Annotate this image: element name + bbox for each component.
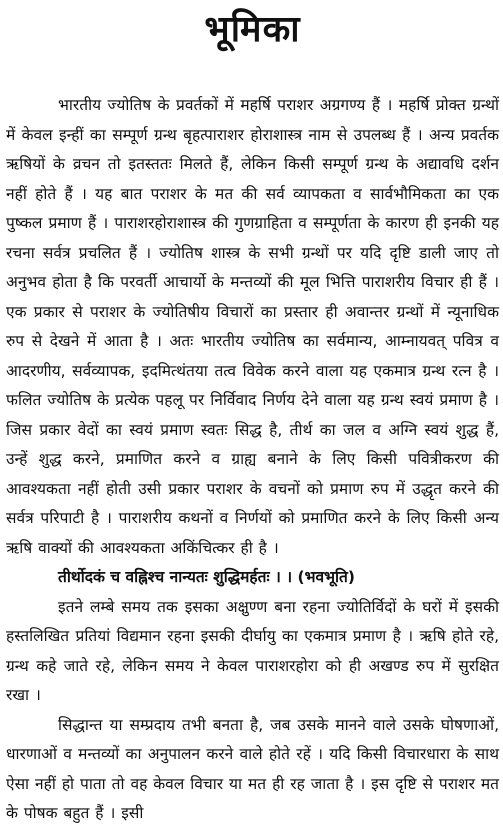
paragraph-2: इतने लम्बे समय तक इसका अक्षुण्ण बना रहना ज्योतिर्विदों के घरों में इसकी हस्तलिखित प्रतियां विद्यमान रहना इसकी दीर्घायु का एकमात्र प्रमाण है । ऋषि होते रहे, ग्रन्थ कहे जाते रहे, लेकिन समय ने केवल पाराशरहोरा को ही अखण्ड रुप में सुरक्षित रखा । (6, 597, 499, 704)
page-title: भूमिका (204, 9, 301, 50)
paragraph-3: सिद्धान्त या सम्प्रदाय तभी बनता है, जब उसके मानने वाले उसके घोषणाओं, धारणाओं व मन्तव्यों का अनुपालन करने वाले होते रहें । यदि किसी विचारधारा के साथ ऐसा नहीं हो पाता तो वह केवल विचार या मत ही रह जाता है । इस दृष्टि से पराशर मत के पोषक बहुत हैं । इसी (6, 715, 499, 822)
paragraph-1: भारतीय ज्योतिष के प्रवर्तकों में महर्षि पराशर अग्रगण्य हैं । महर्षि प्रोक्त ग्रन्थों में केवल इन्हीं का सम्पूर्ण ग्रन्थ बृहत्पाराशर होराशास्त्र नाम से उपलब्ध हैं । अन्य प्रवर्तक ऋषियों के व्रचन तो इतस्ततः मिलते हैं, लेकिन किसी सम्पूर्ण ग्रन्थ के अद्यावधि दर्शन नहीं होते हैं । यह बात पराशर के मत की सर्व व्यापकता व सार्वभौमिकता का एक पुष्कल प्रमाण हैं । पाराशरहोराशास्त्र की गुणग्राहिता व सम्पूर्णता के कारण ही इनकी यह रचना सर्वत्र प्रचलित हैं । ज्योतिष शास्त्र के सभी ग्रन्थों पर यदि दृष्टि डाली जाए तो अनुभव होता है कि परवर्ती आचार्यो के मन्तव्यों की मूल भित्ति पाराशरीय विचार ही हैं । एक प्रकार से पराशर के ज्योतिषीय विचारों का प्रस्तार ही अवान्तर ग्रन्थों में न्यूनाधिक रुप से देखने में आता है । अतः भारतीय ज्योतिष का सर्वमान्य, आम्नायवत् पवित्र व आदरणीय, सर्वव्यापक, इदमित्थंतया तत्व विवेक करने वाला यह एकमात्र ग्रन्थ रत्न है । फलित ज्योतिष के प्रत्येक पहलू पर निर्विवाद निर्णय देने वाला यह ग्रन्थ स्वयं प्रमाण है । जिस प्रकार वेदों का स्वयं प्रमाण स्वतः सिद्ध है, तीर्थ का जल व अग्नि स्वयं शुद्ध हैं, उन्हें शुद्ध करने, प्रमाणित करने व ग्राह्य बनाने के लिए किसी पवित्रीकरण की आवश्यकता नहीं होती उसी प्रकार पराशर के वचनों को प्रमाण रुप में उद्धृत करने की सर्वत्र परिपाटी है । पाराशरीय कथनों व निर्णयों को प्रमाणित करने के लिए किसी अन्य ऋषि वाक्यों की आवश्यकता अकिंचित्कर ही है । (6, 96, 499, 557)
body-text (6, 91, 499, 829)
verse-quote: तीर्थोदकं च वह्निश्च नान्यतः शुद्धिमर्हतः । । (भवभूति) (58, 568, 355, 586)
